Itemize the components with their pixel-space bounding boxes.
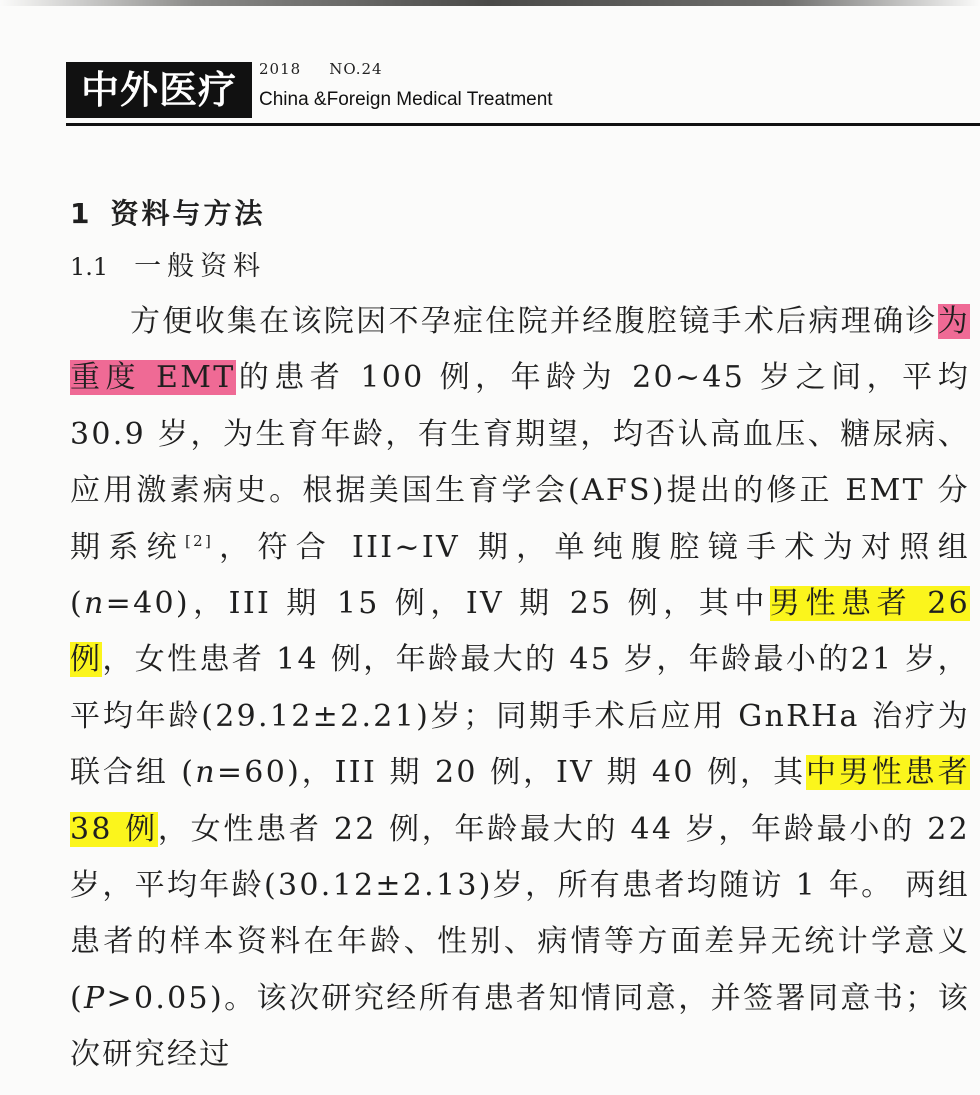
text-run: 方便收集在该院因不孕症住院并经腹腔镜手术后病理确诊 (130, 304, 938, 339)
text-run: ，女性患者 22 例，年龄最大的 44 岁，年龄最小的 22 岁，平均年龄(30.12±2.13)岁，所有患者均随访 1 年。 两组患者的样本资料在年龄、性别、病情等方面差异无统计学意义( (70, 811, 970, 1016)
subsection-heading (70, 244, 970, 290)
citation-ref: [2] (184, 531, 214, 550)
subsection-number: 1.1 (70, 253, 109, 281)
text-run: 的患者 100 例，年龄为 20~45 岁之间，平均 30.9 岁，为生育年龄，有生育期望，均否认高血压、糖尿病、应用激素病史。根据美国生育学会(AFS)提出的修正 EMT 分期系统 (70, 360, 970, 565)
italic-n: n (195, 755, 217, 791)
text-run: ，女性患者 14 例，年龄最大的 45 岁，年龄最小的21 岁，平均年龄(29.12±2.21)岁；同期手术后应用 GnRHa 治疗为联合组 ( (70, 642, 970, 791)
section-title: 资料与方法 (110, 197, 266, 230)
journal-logo: 中外医疗 (66, 62, 252, 118)
italic-n: n (84, 586, 106, 622)
issue-number: NO.24 (329, 60, 383, 78)
text-run: >0.05)。该次研究经所有患者知情同意，并签署同意书；该次研究经过 (70, 980, 970, 1073)
issue-year: 2018 (259, 60, 302, 78)
body-paragraph (70, 294, 970, 1084)
text-run: ，符合 III~IV 期，单纯腹腔镜手术为对照组( (70, 529, 970, 622)
issue-info (259, 60, 383, 78)
text-run: =40)，III 期 15 例，IV 期 25 例，其中 (105, 586, 770, 622)
subsection-title: 一般资料 (134, 251, 267, 282)
italic-p: P (84, 980, 107, 1016)
page-top-shadow (0, 0, 980, 6)
highlight-pink: 为重度 EMT (70, 304, 970, 396)
journal-english-title: China &Foreign Medical Treatment (259, 89, 553, 110)
section-number: 1 (70, 197, 93, 230)
journal-masthead (66, 56, 978, 126)
section-heading (70, 190, 970, 238)
header-rule (66, 123, 980, 126)
text-run: =60)，III 期 20 例，IV 期 40 例，其 (216, 755, 806, 791)
article-body (70, 190, 970, 1084)
highlight-yellow: 中男性患者 38 例 (70, 755, 970, 847)
highlight-yellow: 男性患者 26 例 (70, 586, 971, 678)
